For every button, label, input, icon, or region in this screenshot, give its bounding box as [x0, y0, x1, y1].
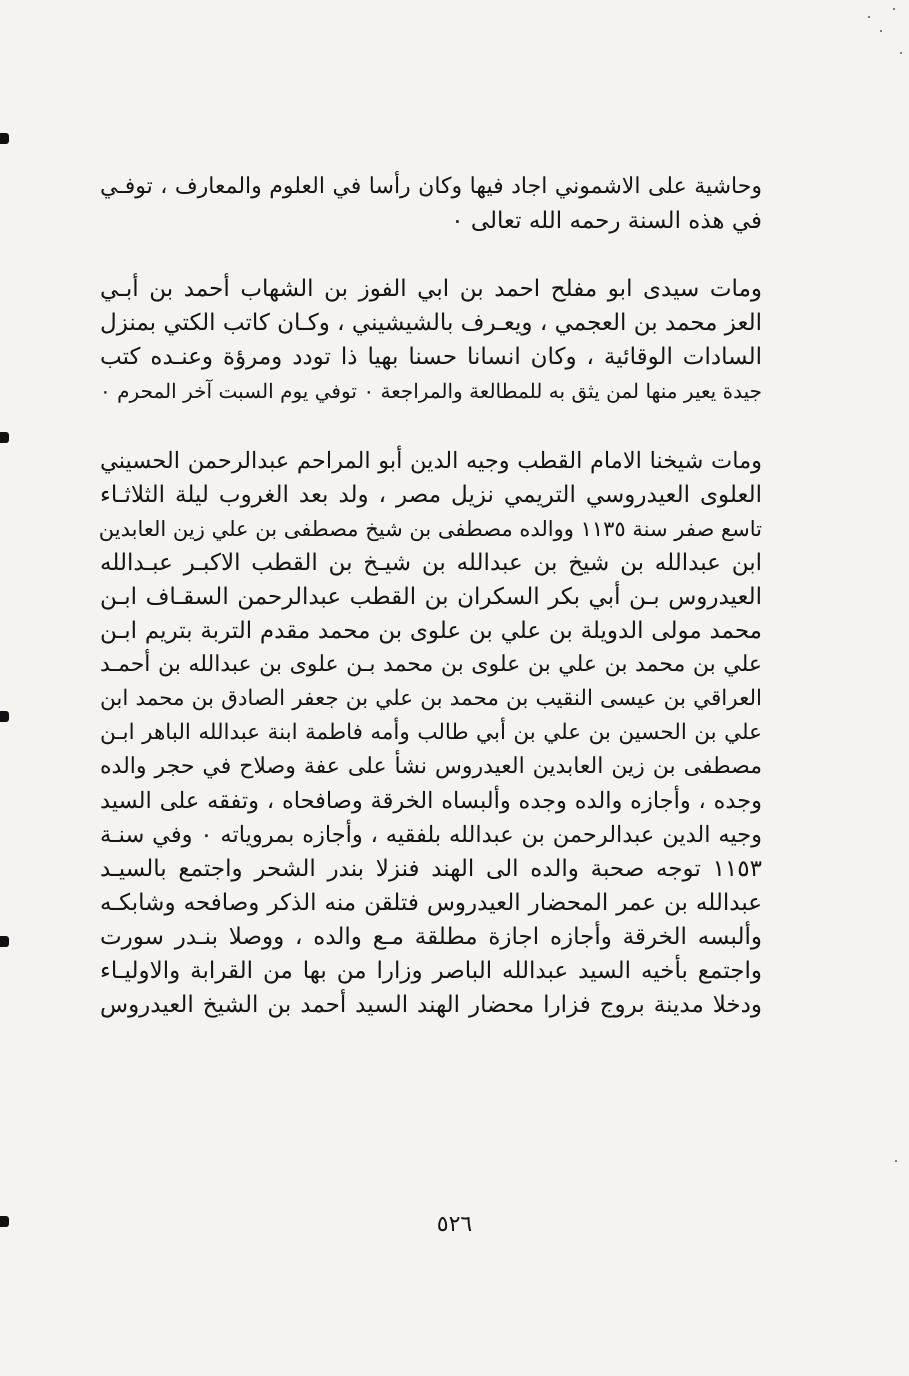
text-line: العيدروس بـن أبي بكر السكران بن القطب عبدالرحمن السقـاف ابـن: [100, 584, 762, 610]
text-line: ودخلا مدينة بروج فزارا محضار الهند السيد أحمد بن الشيخ العيدروس: [100, 992, 762, 1018]
text-line: واجتمع بأخيه السيد عبدالله الباصر وزارا من بها من القرابة والاوليـاء: [100, 958, 762, 984]
binding-mark: [0, 1216, 9, 1227]
binding-mark: [0, 432, 9, 443]
paragraph-2: [100, 272, 762, 408]
text-line: وجده ، وأجازه والده وجده وألبساه الخرقة وصافحاه ، وتفقه على السيد: [100, 788, 762, 814]
text-line: مصطفى بن زين العابدين العيدروس نشأ على عفة وصلاح في حجر والده: [100, 754, 762, 779]
scan-speck: [880, 30, 882, 32]
text-line: تاسع صفر سنة ١١٣٥ ووالده مصطفى بن شيخ مصطفى بن علي زين العابدين: [98, 517, 762, 541]
scan-speck: [893, 8, 895, 10]
text-line: وحاشية على الاشموني اجاد فيها وكان رأسا في العلوم والمعارف ، توفـي: [100, 174, 762, 199]
text-line: وجيه الدين عبدالرحمن بن عبدالله بلفقيه ، وأجازه بمروياته ٠ وفي سنـة: [100, 822, 763, 848]
text-line: العز محمد بن العجمي ، ويعـرف بالشيشيني ، وكـان كاتب الكتي بمنزل: [100, 310, 762, 336]
binding-mark: [0, 936, 9, 947]
scan-speck: [895, 1160, 897, 1162]
paragraph-3: [100, 444, 762, 1022]
text-line: علي بن محمد بن علي بن علوى بن محمد بـن علوى بن عبدالله بن أحمـد: [100, 652, 762, 677]
text-line: العلوى العيدروسي التريمي نزيل مصر ، ولد بعد الغروب ليلة الثلاثـاء: [100, 482, 762, 508]
text-line: جيدة يعير منها لمن يثق به للمطالعة والمراجعة ٠ توفي يوم السبت آخر المحرم ٠: [100, 379, 762, 403]
text-line: السادات الوقائية ، وكان انسانا حسنا بهيا ذا تودد ومرؤة وعنـده كتب: [100, 344, 762, 370]
text-line: في هذه السنة رحمه الله تعالى ٠: [451, 208, 762, 234]
binding-mark: [0, 711, 9, 722]
text-line: ومات شيخنا الامام القطب وجيه الدين أبو المراحم عبدالرحمن الحسيني: [100, 448, 762, 474]
text-line: محمد مولى الدويلة بن علي بن علوى بن محمد مقدم التربة بتريم ابـن: [100, 618, 762, 644]
text-line: العراقي بن عيسى النقيب بن محمد بن علي بن جعفر الصادق بن محمد ابن: [100, 686, 762, 711]
text-line: ومات سيدى ابو مفلح احمد بن ابي الفوز بن الشهاب أحمد بن أبـي: [100, 276, 762, 302]
text-line: وألبسه الخرقة وأجازه اجازة مطلقة مـع والده ، ووصلا بنـدر سورت: [100, 924, 762, 950]
text-line: ١١٥٣ توجه صحبة والده الى الهند فنزلا بندر الشحر واجتمع بالسيـد: [100, 856, 762, 882]
text-line: ابن عبدالله بن شيخ بن عبدالله بن شيـخ بن القطب الاكبـر عبـدالله: [100, 550, 762, 576]
scan-speck: [868, 16, 870, 18]
text-line: عبدالله بن عمر المحضار العيدروس فتلقن منه الذكر وصافحه وشابكـه: [100, 890, 762, 916]
page-number: ٥٢٦: [436, 1212, 473, 1237]
scan-speck: [900, 52, 902, 54]
binding-mark: [0, 133, 9, 144]
text-line: علي بن الحسين بن علي بن أبي طالب وأمه فاطمة ابنة عبدالله الباهر ابـن: [100, 720, 762, 745]
paragraph-1: [100, 170, 762, 238]
